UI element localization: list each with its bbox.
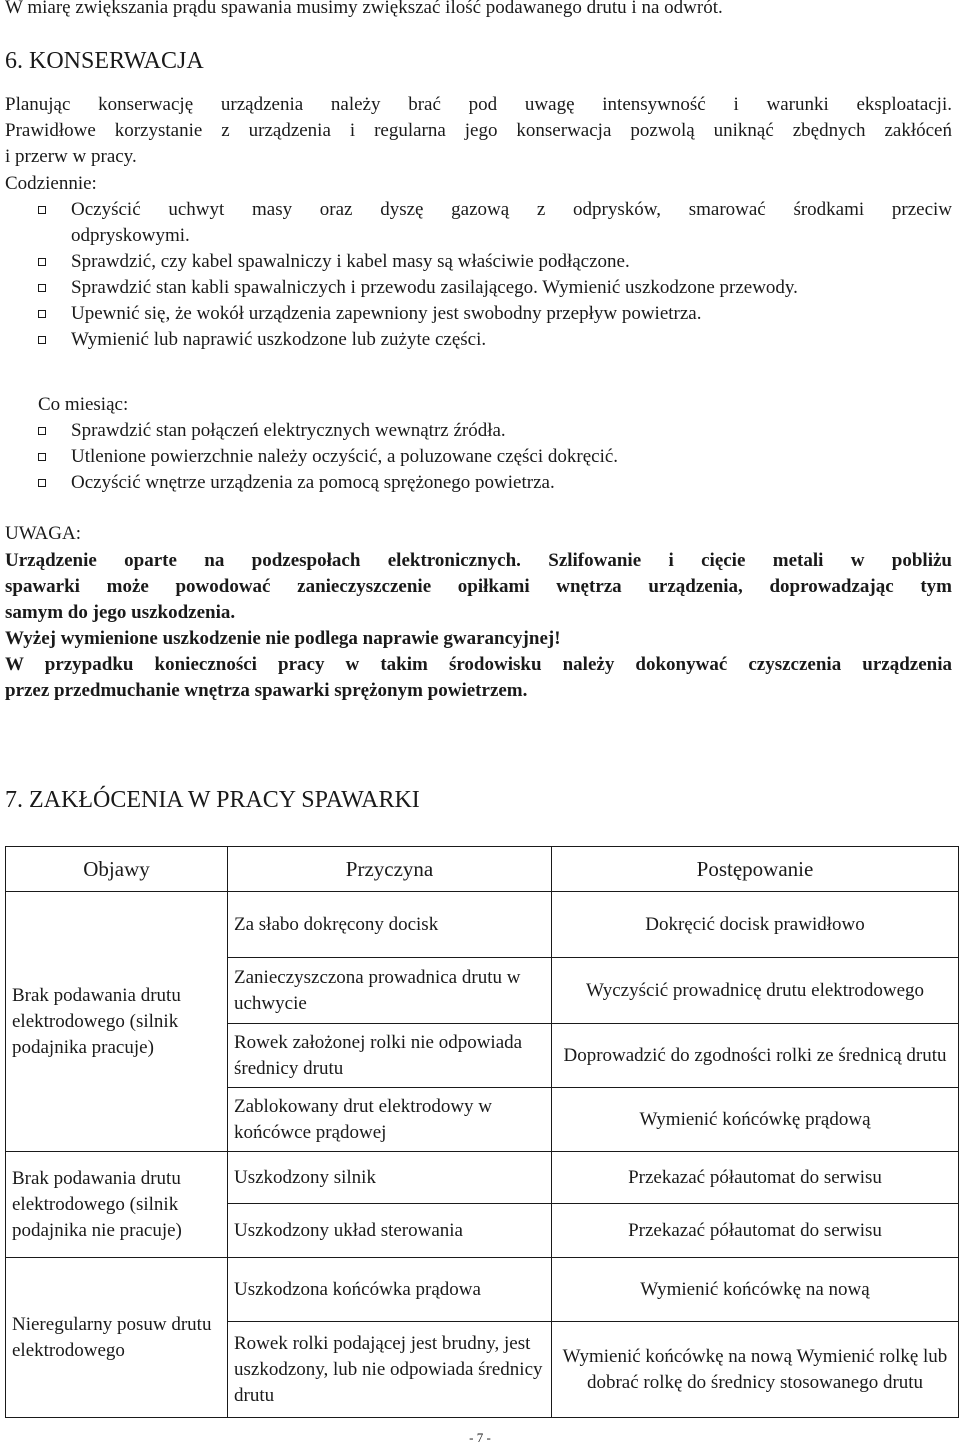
section-7-title: 7. ZAKŁÓCENIA W PRACY SPAWARKI bbox=[5, 787, 420, 813]
intro-line: W miarę zwiększania prądu spawania musimy zwiększać ilość podawanego drutu i na odwrót. bbox=[5, 0, 723, 18]
maintenance-paragraph-line: Prawidłowe korzystanie z urządzenia i regularna jego konserwacja pozwolą uniknąć zbędnych zakłóceń bbox=[5, 120, 952, 141]
action-cell: Doprowadzić do zgodności rolki ze średnicą drutu bbox=[552, 1024, 959, 1088]
table-header-row bbox=[6, 847, 959, 892]
checkbox-bullet-icon bbox=[38, 206, 46, 214]
cause-cell: Rowek założonej rolki nie odpowiada średnicy drutu bbox=[228, 1024, 552, 1088]
checkbox-bullet-icon bbox=[38, 479, 46, 487]
action-cell: Przekazać półautomat do serwisu bbox=[552, 1152, 959, 1204]
cause-cell: Zablokowany drut elektrodowy w końcówce prądowej bbox=[228, 1088, 552, 1152]
checkbox-bullet-icon bbox=[38, 258, 46, 266]
warning-line: Wyżej wymienione uszkodzenie nie podlega naprawie gwarancyjnej! bbox=[5, 628, 561, 649]
cause-cell: Zanieczyszczona prowadnica drutu w uchwycie bbox=[228, 958, 552, 1024]
warning-line: samym do jego uszkodzenia. bbox=[5, 602, 236, 623]
symptom-cell: Brak podawania drutu elektrodowego (silnik podajnika pracuje) bbox=[6, 892, 228, 1152]
table-row bbox=[6, 1258, 959, 1322]
maintenance-paragraph-line: Planując konserwację urządzenia należy brać pod uwagę intensywność i warunki eksploatacji. bbox=[5, 94, 952, 115]
daily-item-text: Sprawdzić stan kabli spawalniczych i przewodu zasilającego. Wymienić uszkodzone przewody. bbox=[71, 277, 798, 298]
checkbox-bullet-icon bbox=[38, 284, 46, 292]
action-cell: Przekazać półautomat do serwisu bbox=[552, 1204, 959, 1258]
warning-line: W przypadku konieczności pracy w takim środowisku należy dokonywać czyszczenia urządzenia bbox=[5, 654, 952, 675]
action-cell: Wymienić końcówkę na nową bbox=[552, 1258, 959, 1322]
warning-line: przez przedmuchanie wnętrza spawarki sprężonym powietrzem. bbox=[5, 680, 528, 701]
column-header: Przyczyna bbox=[228, 847, 552, 892]
column-header: Objawy bbox=[6, 847, 228, 892]
monthly-label: Co miesiąc: bbox=[38, 394, 129, 415]
warning-line: spawarki może powodować zanieczyszczenie opiłkami wnętrza urządzenia, doprowadzając tym bbox=[5, 576, 952, 597]
monthly-item-text: Utlenione powierzchnie należy oczyścić, a poluzowane części dokręcić. bbox=[71, 446, 619, 467]
cause-cell: Za słabo dokręcony docisk bbox=[228, 892, 552, 958]
checkbox-bullet-icon bbox=[38, 427, 46, 435]
section-6-title: 6. KONSERWACJA bbox=[5, 48, 204, 74]
table-row bbox=[6, 892, 959, 958]
maintenance-paragraph-line: i przerw w pracy. bbox=[5, 146, 137, 167]
daily-item-text: Oczyścić uchwyt masy oraz dyszę gazową z odprysków, smarować środkami przeciw bbox=[71, 199, 952, 220]
action-cell: Wymienić końcówkę na nową Wymienić rolkę lub dobrać rolkę do średnicy stosowanego drutu bbox=[552, 1322, 959, 1418]
action-cell: Dokręcić docisk prawidłowo bbox=[552, 892, 959, 958]
daily-item-text: odpryskowymi. bbox=[71, 225, 190, 246]
warning-label: UWAGA: bbox=[5, 523, 81, 544]
troubleshooting-table bbox=[5, 846, 959, 1418]
cause-cell: Uszkodzony układ sterowania bbox=[228, 1204, 552, 1258]
daily-item-text: Upewnić się, że wokół urządzenia zapewniony jest swobodny przepływ powietrza. bbox=[71, 303, 702, 324]
action-cell: Wymienić końcówkę prądową bbox=[552, 1088, 959, 1152]
cause-cell: Rowek rolki podającej jest brudny, jest uszkodzony, lub nie odpowiada średnicy drutu bbox=[228, 1322, 552, 1418]
monthly-item-text: Oczyścić wnętrze urządzenia za pomocą sprężonego powietrza. bbox=[71, 472, 555, 493]
action-cell: Wyczyścić prowadnicę drutu elektrodowego bbox=[552, 958, 959, 1024]
checkbox-bullet-icon bbox=[38, 336, 46, 344]
checkbox-bullet-icon bbox=[38, 453, 46, 461]
daily-label: Codziennie: bbox=[5, 173, 97, 194]
cause-cell: Uszkodzona końcówka prądowa bbox=[228, 1258, 552, 1322]
checkbox-bullet-icon bbox=[38, 310, 46, 318]
table-row bbox=[6, 1152, 959, 1204]
monthly-item-text: Sprawdzić stan połączeń elektrycznych wewnątrz źródła. bbox=[71, 420, 506, 441]
daily-item-text: Wymienić lub naprawić uszkodzone lub zużyte części. bbox=[71, 329, 487, 350]
column-header: Postępowanie bbox=[552, 847, 959, 892]
daily-item-text: Sprawdzić, czy kabel spawalniczy i kabel masy są właściwie podłączone. bbox=[71, 251, 630, 272]
page-number: - 7 - bbox=[469, 1430, 491, 1445]
symptom-cell: Nieregularny posuw drutu elektrodowego bbox=[6, 1258, 228, 1418]
warning-line: Urządzenie oparte na podzespołach elektronicznych. Szlifowanie i cięcie metali w pobliżu bbox=[5, 550, 952, 571]
symptom-cell: Brak podawania drutu elektrodowego (silnik podajnika nie pracuje) bbox=[6, 1152, 228, 1258]
cause-cell: Uszkodzony silnik bbox=[228, 1152, 552, 1204]
